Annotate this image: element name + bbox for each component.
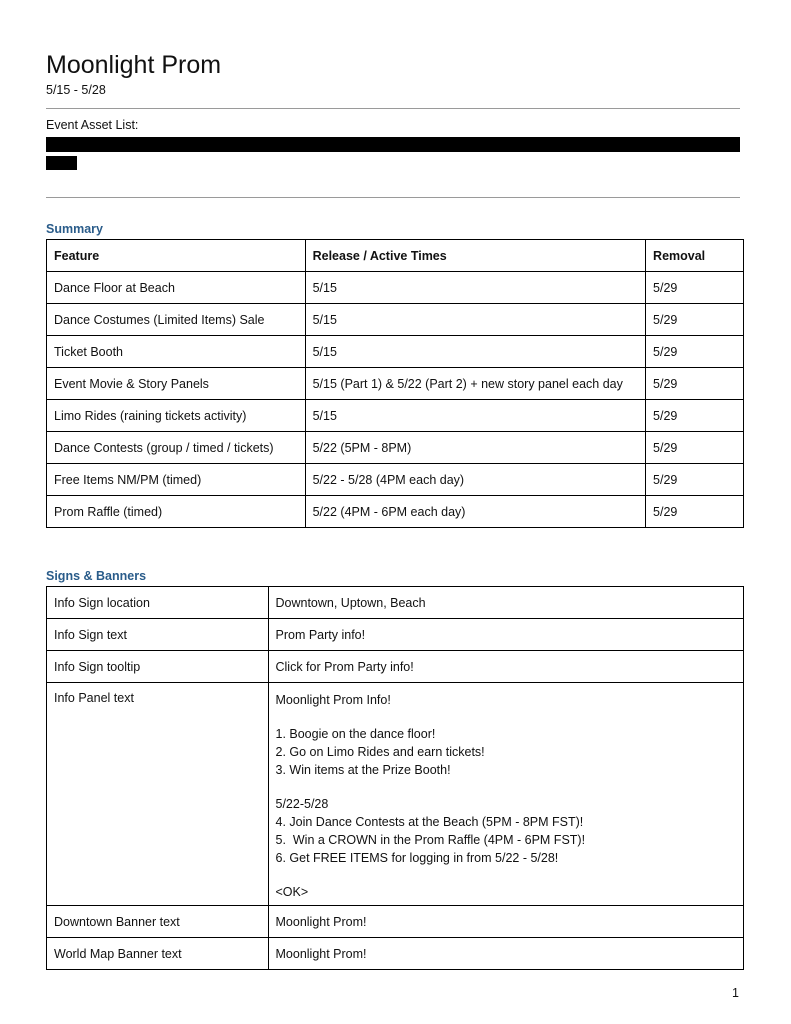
release-cell: 5/22 - 5/28 (4PM each day) — [305, 464, 645, 496]
table-row — [47, 272, 744, 304]
list-item: 2. Go on Limo Rides and earn tickets! — [275, 745, 485, 759]
release-cell: 5/15 — [305, 304, 645, 336]
feature-cell: Limo Rides (raining tickets activity) — [47, 400, 306, 432]
label-cell: Info Sign text — [47, 619, 269, 651]
info-panel-text-cell — [268, 683, 744, 906]
feature-cell: Free Items NM/PM (timed) — [47, 464, 306, 496]
release-cell: 5/15 — [305, 336, 645, 368]
label-cell: World Map Banner text — [47, 938, 269, 970]
divider — [46, 108, 740, 109]
table-row — [47, 304, 744, 336]
summary-table — [46, 239, 744, 528]
divider — [46, 197, 740, 198]
info-panel-intro: Moonlight Prom Info! — [275, 693, 391, 707]
removal-cell: 5/29 — [646, 304, 744, 336]
value-cell: Click for Prom Party info! — [268, 651, 744, 683]
signs-banners-heading: Signs & Banners — [46, 569, 147, 583]
list-item: 3. Win items at the Prize Booth! — [275, 763, 451, 777]
list-item: 6. Get FREE ITEMS for logging in from 5/22 - 5/28! — [275, 851, 559, 865]
document-title: Moonlight Prom — [46, 51, 222, 79]
table-row — [47, 651, 744, 683]
page-number: 1 — [732, 986, 739, 1000]
table-row — [47, 619, 744, 651]
release-cell: 5/22 (5PM - 8PM) — [305, 432, 645, 464]
value-cell: Moonlight Prom! — [268, 938, 744, 970]
list-item: 1. Boogie on the dance floor! — [275, 727, 436, 741]
spacer — [276, 709, 744, 725]
removal-cell: 5/29 — [646, 368, 744, 400]
removal-cell: 5/29 — [646, 464, 744, 496]
info-panel-date-range: 5/22-5/28 — [275, 797, 329, 811]
removal-cell: 5/29 — [646, 336, 744, 368]
table-row — [47, 368, 744, 400]
release-cell: 5/15 — [305, 272, 645, 304]
asset-list-label: Event Asset List: — [46, 118, 139, 132]
feature-cell: Dance Floor at Beach — [47, 272, 306, 304]
event-dates: 5/15 - 5/28 — [46, 83, 106, 97]
table-row — [47, 496, 744, 528]
spacer — [276, 867, 744, 883]
label-cell: Info Sign tooltip — [47, 651, 269, 683]
list-item: 4. Join Dance Contests at the Beach (5PM - 8PM FST)! — [275, 815, 584, 829]
table-row — [47, 400, 744, 432]
info-panel-ok-text: <OK> — [275, 885, 309, 899]
spacer — [276, 779, 744, 795]
feature-cell: Prom Raffle (timed) — [47, 496, 306, 528]
removal-cell: 5/29 — [646, 432, 744, 464]
signs-banners-table — [46, 586, 744, 970]
feature-cell: Dance Contests (group / timed / tickets) — [47, 432, 306, 464]
feature-cell: Event Movie & Story Panels — [47, 368, 306, 400]
column-header-feature: Feature — [47, 240, 306, 272]
removal-cell: 5/29 — [646, 272, 744, 304]
value-cell: Downtown, Uptown, Beach — [268, 587, 744, 619]
table-row — [47, 938, 744, 970]
release-cell: 5/15 — [305, 400, 645, 432]
table-row — [47, 432, 744, 464]
column-header-removal: Removal — [646, 240, 744, 272]
value-cell: Moonlight Prom! — [268, 906, 744, 938]
redacted-text — [46, 137, 740, 152]
removal-cell: 5/29 — [646, 400, 744, 432]
list-item: 5. Win a CROWN in the Prom Raffle (4PM - 6PM FST)! — [275, 833, 586, 847]
release-cell: 5/15 (Part 1) & 5/22 (Part 2) + new story panel each day — [305, 368, 645, 400]
redacted-text — [46, 156, 77, 170]
table-row — [47, 906, 744, 938]
feature-cell: Ticket Booth — [47, 336, 306, 368]
column-header-release: Release / Active Times — [305, 240, 645, 272]
removal-cell: 5/29 — [646, 496, 744, 528]
value-cell: Prom Party info! — [268, 619, 744, 651]
label-cell: Info Sign location — [47, 587, 269, 619]
label-cell: Info Panel text — [47, 683, 269, 906]
table-row — [47, 683, 744, 906]
release-cell: 5/22 (4PM - 6PM each day) — [305, 496, 645, 528]
label-cell: Downtown Banner text — [47, 906, 269, 938]
table-row — [47, 336, 744, 368]
summary-heading: Summary — [46, 222, 103, 236]
table-header-row — [47, 240, 744, 272]
table-row — [47, 464, 744, 496]
feature-cell: Dance Costumes (Limited Items) Sale — [47, 304, 306, 336]
table-row — [47, 587, 744, 619]
